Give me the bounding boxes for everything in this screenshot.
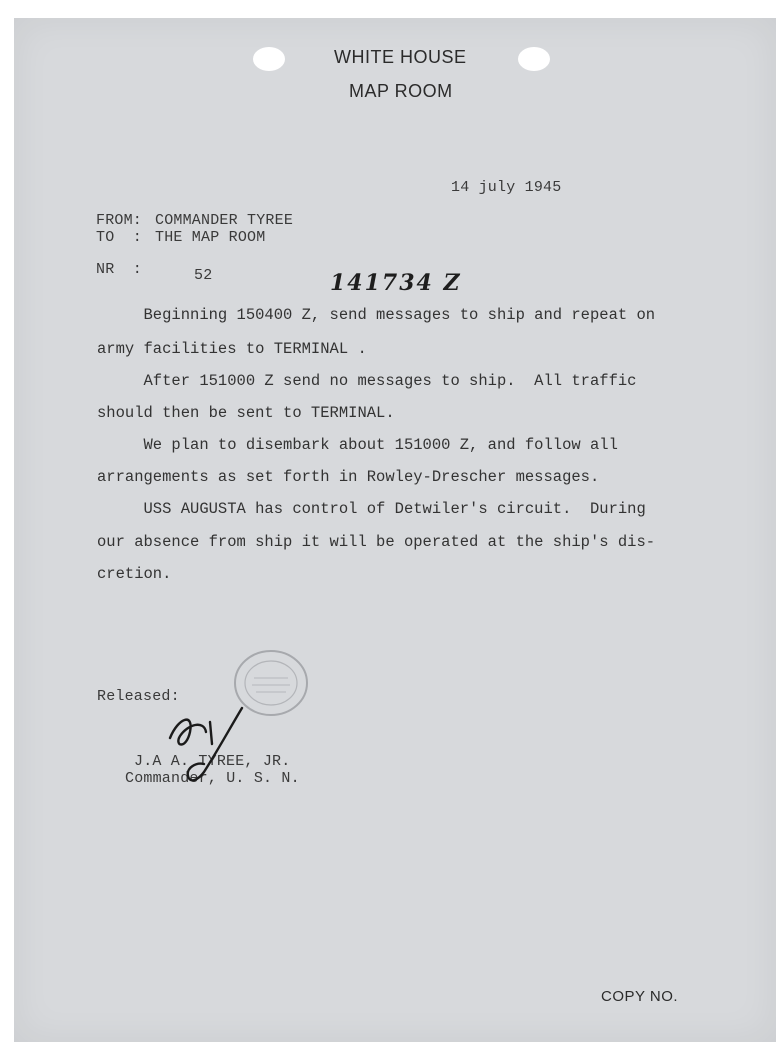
body-line: arrangements as set forth in Rowley-Drescher messages.: [97, 468, 600, 486]
message-date: 14 july 1945: [451, 179, 562, 196]
body-line: should then be sent to TERMINAL.: [97, 404, 395, 422]
handwritten-dtg: 141734 Z: [330, 270, 462, 296]
punch-hole-right: [518, 47, 550, 71]
signer-title: Commander, U. S. N.: [125, 770, 300, 787]
to-value: THE MAP ROOM: [155, 229, 266, 246]
body-line: After 151000 Z send no messages to ship. All traffic: [97, 372, 637, 390]
signer-name: J.A A. TYREE, JR.: [134, 753, 291, 770]
handwritten-signature: [160, 698, 255, 788]
body-line: cretion.: [97, 565, 172, 583]
punch-hole-left: [253, 47, 285, 71]
paper-sheet: [14, 18, 776, 1042]
from-label: FROM:: [96, 212, 143, 229]
copy-number-label: COPY NO.: [601, 988, 679, 1005]
body-line: Beginning 150400 Z, send messages to ship and repeat on: [97, 306, 656, 324]
nr-label: NR :: [96, 261, 143, 278]
body-line: We plan to disembark about 151000 Z, and follow all: [97, 436, 618, 454]
from-value: COMMANDER TYREE: [155, 212, 294, 229]
body-line: army facilities to TERMINAL .: [97, 340, 367, 358]
to-label: TO :: [96, 229, 143, 246]
nr-value: 52: [194, 267, 213, 284]
body-line: our absence from ship it will be operated at the ship's dis-: [97, 533, 656, 551]
released-label: Released:: [97, 688, 180, 705]
letterhead-line-1: WHITE HOUSE: [334, 47, 467, 67]
body-line: USS AUGUSTA has control of Detwiler's circuit. During: [97, 500, 646, 518]
letterhead-line-2: MAP ROOM: [349, 81, 453, 101]
